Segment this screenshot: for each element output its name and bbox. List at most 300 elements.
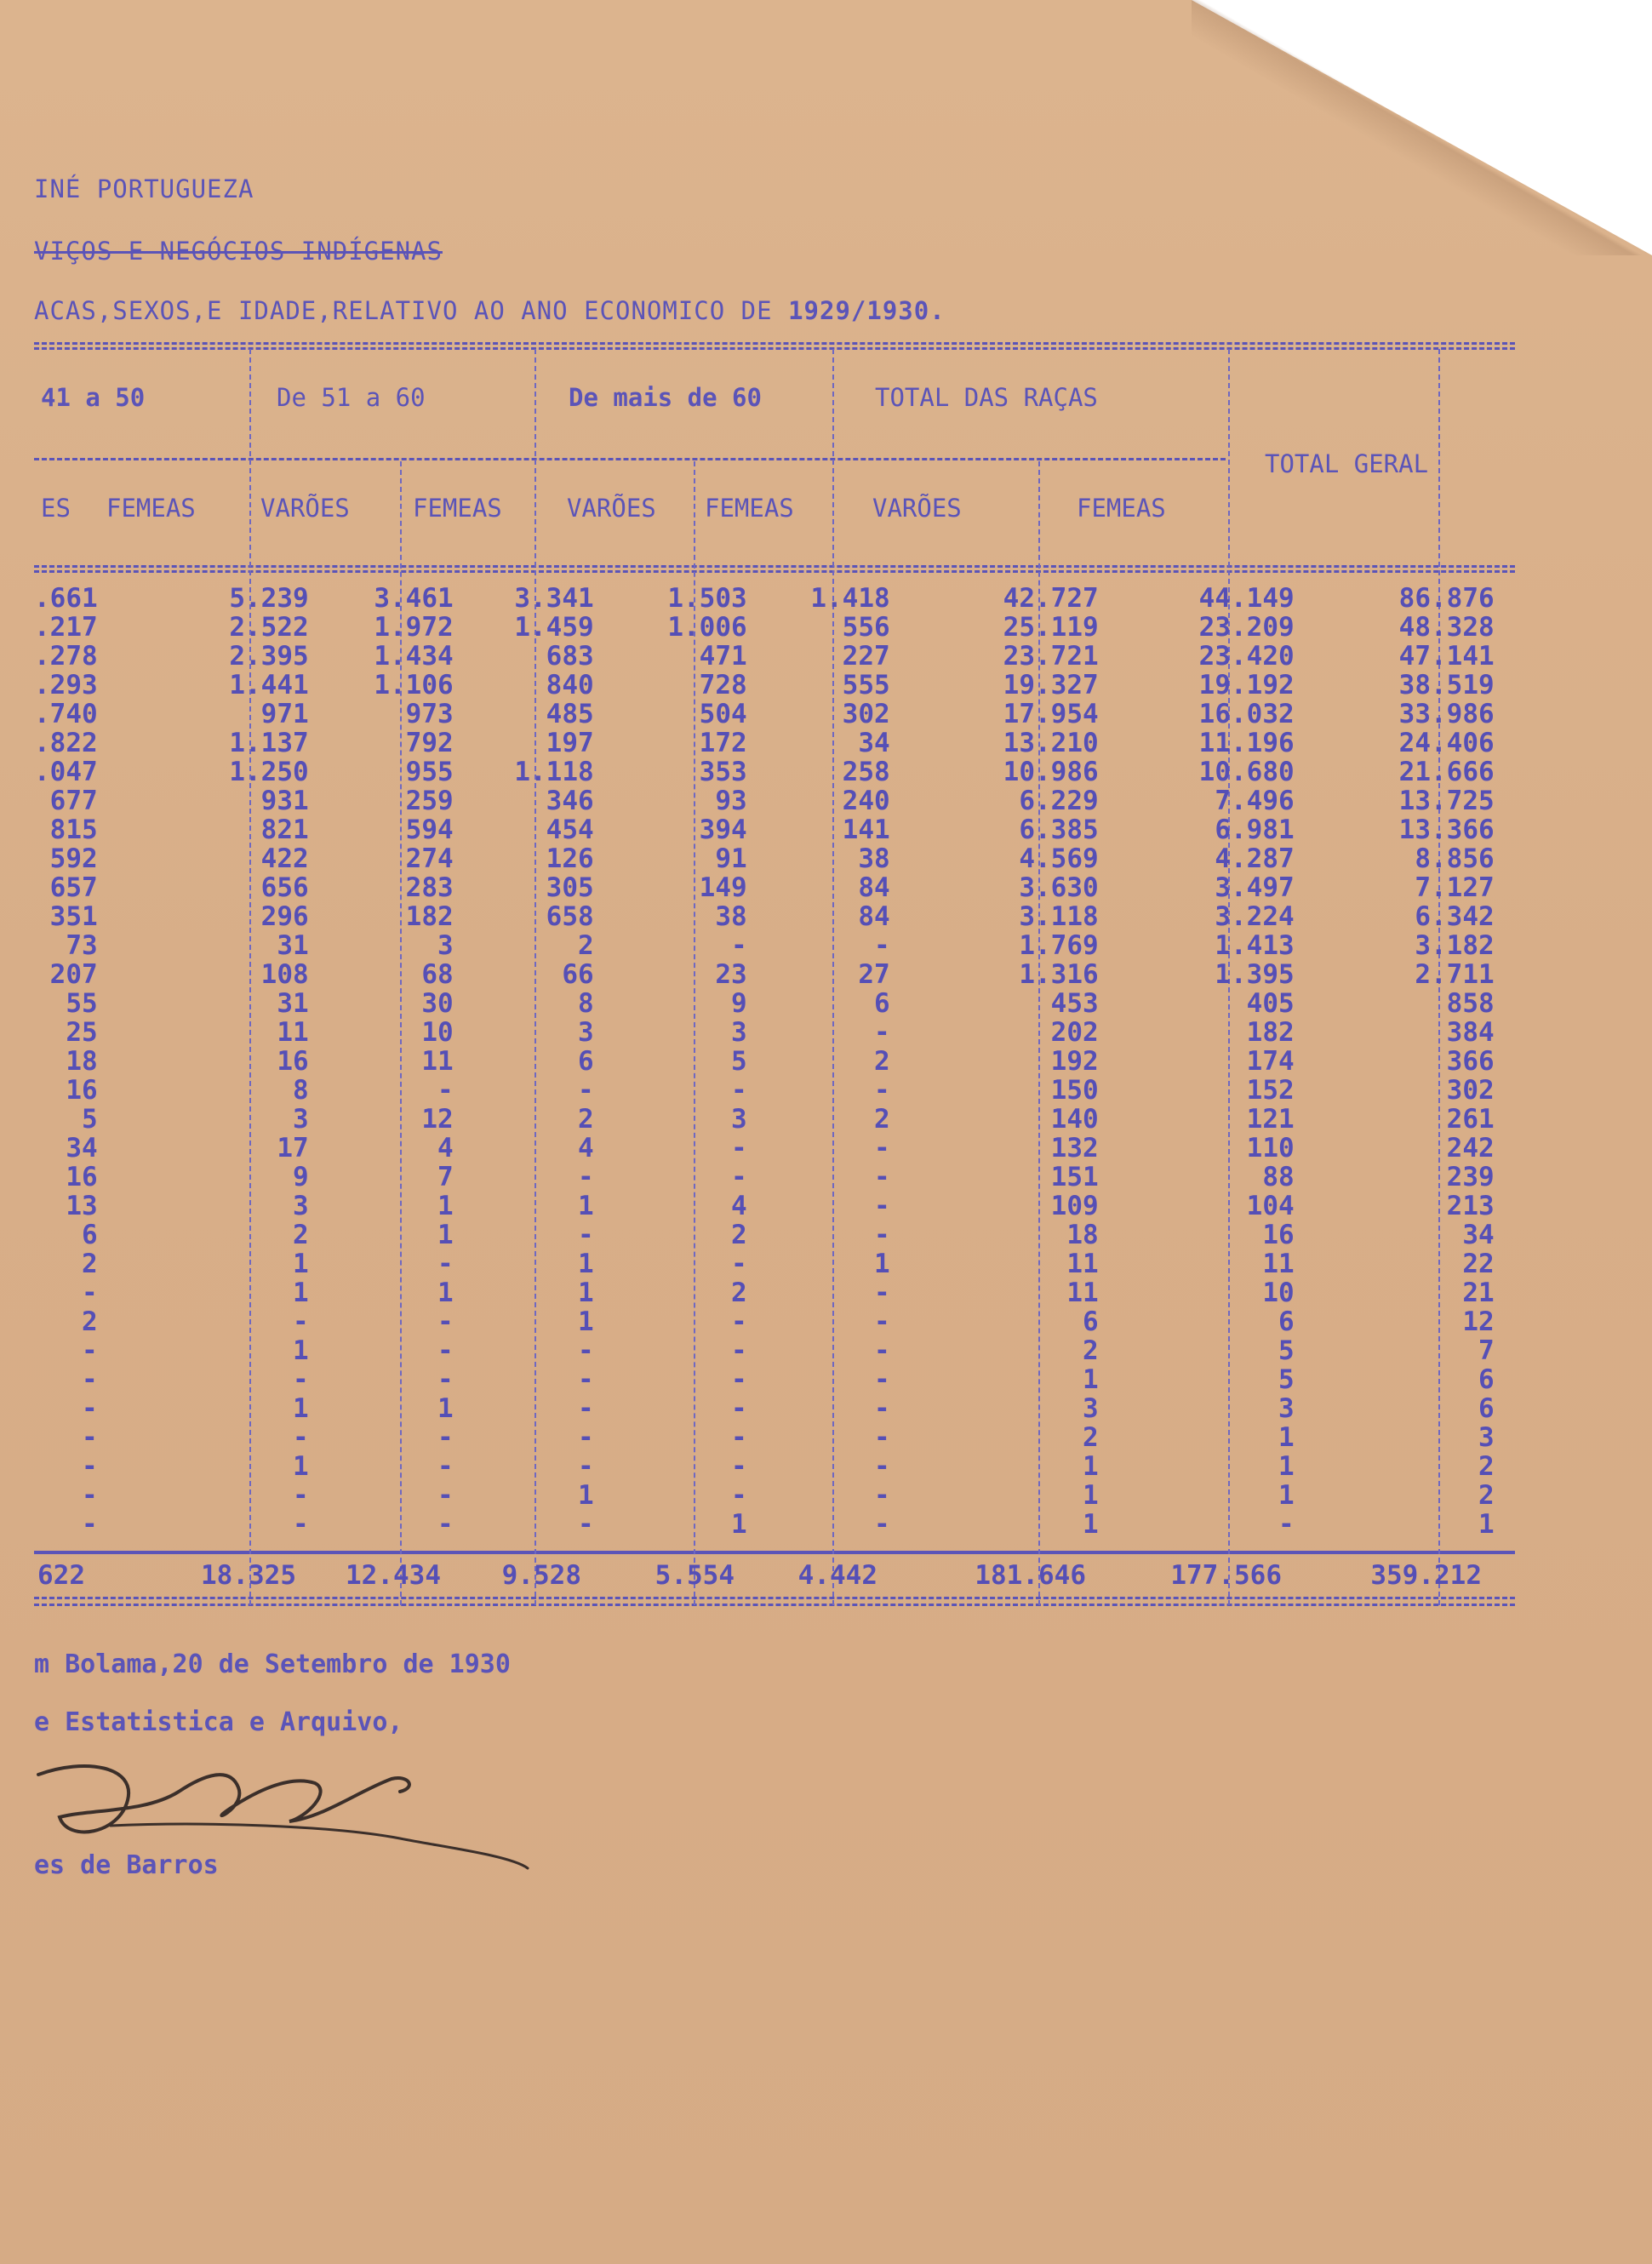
table-cell: 1.441 <box>229 670 309 700</box>
table-cell: 30 <box>421 988 454 1019</box>
table-row <box>34 1336 1495 1365</box>
table-cell: 815 <box>49 815 98 845</box>
table-cell: - <box>873 1335 890 1366</box>
total-cell: 181.646 <box>975 1560 1086 1591</box>
table-cell: 1 <box>1082 1480 1099 1511</box>
table-row <box>34 1047 1495 1076</box>
footer-signatory: es de Barros <box>34 1850 219 1880</box>
table-cell: 1 <box>577 1249 594 1279</box>
table-cell: .047 <box>34 757 98 787</box>
table-cell: 3.224 <box>1215 901 1295 932</box>
table-cell: 2 <box>292 1220 309 1250</box>
header-year: 1929/1930. <box>788 296 946 325</box>
table-cell: 86.876 <box>1398 583 1495 614</box>
table-cell: 23.209 <box>1198 612 1295 643</box>
table-cell: - <box>577 1335 594 1366</box>
table-cell: - <box>873 930 890 961</box>
table-cell: 11 <box>1262 1249 1295 1279</box>
table-row <box>34 1394 1495 1423</box>
table-cell: - <box>730 1480 747 1511</box>
table-cell: 454 <box>546 815 594 845</box>
table-cell: - <box>81 1393 98 1424</box>
subheader: VARÕES <box>567 494 656 523</box>
table-cell: 3 <box>292 1104 309 1135</box>
table-cell: 6.229 <box>1019 786 1099 816</box>
table-cell: 149 <box>699 872 747 903</box>
table-cell: 4.569 <box>1019 843 1099 874</box>
table-cell: - <box>873 1075 890 1106</box>
table-cell: 152 <box>1246 1075 1295 1106</box>
table-cell: 821 <box>260 815 309 845</box>
table-cell: 1.137 <box>229 728 309 758</box>
table-cell: 84 <box>858 901 890 932</box>
table-cell: 3.182 <box>1415 930 1495 961</box>
table-cell: - <box>81 1278 98 1308</box>
total-cell: 622 <box>37 1560 85 1591</box>
table-cell: - <box>873 1422 890 1453</box>
total-cell: 12.434 <box>346 1560 441 1591</box>
footer-office: e Estatistica e Arquivo, <box>34 1707 403 1737</box>
table-cell: - <box>577 1451 594 1482</box>
table-cell: 1.118 <box>514 757 594 787</box>
table-cell: 2 <box>1082 1335 1099 1366</box>
table-cell: - <box>292 1480 309 1511</box>
table-cell: - <box>437 1480 454 1511</box>
table-cell: 6.981 <box>1215 815 1295 845</box>
table-cell: 4 <box>577 1133 594 1163</box>
table-cell: - <box>577 1075 594 1106</box>
table-cell: .822 <box>34 728 98 758</box>
table-cell: 1 <box>1082 1451 1099 1482</box>
table-cell: 2 <box>1082 1422 1099 1453</box>
table-row <box>34 1365 1495 1394</box>
table-cell: 792 <box>405 728 454 758</box>
table-cell: - <box>873 1306 890 1337</box>
table-row <box>34 1018 1495 1047</box>
table-cell: 109 <box>1050 1191 1099 1221</box>
table-cell: 2.395 <box>229 641 309 672</box>
table-cell: 34 <box>858 728 890 758</box>
table-cell: 1.395 <box>1215 959 1295 990</box>
table-cell: 302 <box>1446 1075 1495 1106</box>
table-cell: 1 <box>292 1335 309 1366</box>
table-row <box>34 1423 1495 1452</box>
table-cell: 2 <box>1478 1480 1495 1511</box>
table-cell: 27 <box>858 959 890 990</box>
table-cell: - <box>81 1422 98 1453</box>
table-cell: 21.666 <box>1398 757 1495 787</box>
table-row <box>34 1105 1495 1134</box>
table-cell: - <box>577 1364 594 1395</box>
table-cell: 13.366 <box>1398 815 1495 845</box>
table-cell: 38.519 <box>1398 670 1495 700</box>
table-cell: 23 <box>715 959 747 990</box>
group-header-total-racas: TOTAL DAS RAÇAS <box>875 383 1098 412</box>
table-cell: .278 <box>34 641 98 672</box>
table-cell: 6 <box>1082 1306 1099 1337</box>
table-cell: - <box>577 1220 594 1250</box>
table-cell: 140 <box>1050 1104 1099 1135</box>
table-cell: 3 <box>1278 1393 1295 1424</box>
table-cell: 12 <box>421 1104 454 1135</box>
table-cell: 242 <box>1446 1133 1495 1163</box>
table-row <box>34 1134 1495 1163</box>
table-cell: 1.972 <box>374 612 454 643</box>
table-cell: 1 <box>437 1278 454 1308</box>
table-cell: 1 <box>577 1191 594 1221</box>
subheader: VARÕES <box>872 494 962 523</box>
table-cell: 16 <box>277 1046 309 1077</box>
table-cell: 47.141 <box>1398 641 1495 672</box>
table-cell: 104 <box>1246 1191 1295 1221</box>
table-cell: 11 <box>421 1046 454 1077</box>
table-cell: 840 <box>546 670 594 700</box>
table-cell: - <box>730 1451 747 1482</box>
table-cell: - <box>437 1509 454 1540</box>
table-cell: 658 <box>546 901 594 932</box>
table-cell: 656 <box>260 872 309 903</box>
table-cell: - <box>730 1335 747 1366</box>
table-cell: 108 <box>260 959 309 990</box>
table-cell: 25 <box>66 1017 98 1048</box>
table-row <box>34 1452 1495 1481</box>
table-cell: - <box>873 1220 890 1250</box>
table-cell: 48.328 <box>1398 612 1495 643</box>
torn-corner <box>1192 0 1652 255</box>
table-cell: 1 <box>292 1393 309 1424</box>
table-cell: 3 <box>437 930 454 961</box>
table-row <box>34 1510 1495 1539</box>
table-cell: 971 <box>260 699 309 729</box>
table-cell: 1 <box>577 1480 594 1511</box>
table-cell: 353 <box>699 757 747 787</box>
table-cell: 1 <box>292 1278 309 1308</box>
table-cell: 1.316 <box>1019 959 1099 990</box>
table-cell: 1 <box>873 1249 890 1279</box>
table-cell: 6 <box>577 1046 594 1077</box>
table-cell: - <box>577 1393 594 1424</box>
table-cell: - <box>437 1422 454 1453</box>
table-cell: - <box>81 1364 98 1395</box>
table-cell: - <box>873 1480 890 1511</box>
table-cell: 18 <box>66 1046 98 1077</box>
table-cell: 8 <box>292 1075 309 1106</box>
table-cell: 1 <box>437 1220 454 1250</box>
table-cell: 73 <box>66 930 98 961</box>
table-cell: 150 <box>1050 1075 1099 1106</box>
table-cell: 141 <box>842 815 890 845</box>
table-cell: .293 <box>34 670 98 700</box>
table-cell: - <box>730 930 747 961</box>
totals-row <box>34 1561 1482 1590</box>
table-cell: 1 <box>1082 1509 1099 1540</box>
subheader: FEMEAS <box>705 494 794 523</box>
table-cell: 1 <box>1278 1480 1295 1511</box>
table-cell: 2.522 <box>229 612 309 643</box>
table-cell: 11 <box>277 1017 309 1048</box>
table-cell: - <box>292 1509 309 1540</box>
table-cell: - <box>730 1133 747 1163</box>
header-line-1: INÉ PORTUGUEZA <box>34 174 254 203</box>
table-cell: 126 <box>546 843 594 874</box>
table-cell: 3.118 <box>1019 901 1099 932</box>
table-cell: 84 <box>858 872 890 903</box>
table-row <box>34 1278 1495 1307</box>
table-cell: 1.418 <box>810 583 890 614</box>
total-cell: 9.528 <box>501 1560 581 1591</box>
table-cell: 38 <box>858 843 890 874</box>
table-cell: 16 <box>1262 1220 1295 1250</box>
table-cell: 5 <box>1278 1335 1295 1366</box>
table-cell: 44.149 <box>1198 583 1295 614</box>
table-cell: 2 <box>81 1306 98 1337</box>
table-cell: 485 <box>546 699 594 729</box>
header-title: ACAS,SEXOS,E IDADE,RELATIVO AO ANO ECONOMICO DE <box>34 296 773 325</box>
total-cell: 18.325 <box>201 1560 296 1591</box>
table-cell: 2 <box>730 1278 747 1308</box>
table-cell: 24.406 <box>1398 728 1495 758</box>
table-cell: 1 <box>437 1191 454 1221</box>
table-cell: 594 <box>405 815 454 845</box>
table-cell: - <box>730 1364 747 1395</box>
table-cell: - <box>873 1393 890 1424</box>
table-cell: 66 <box>562 959 594 990</box>
table-cell: 11 <box>1066 1278 1099 1308</box>
table-cell: - <box>730 1162 747 1192</box>
table-cell: 3.497 <box>1215 872 1295 903</box>
table-cell: - <box>292 1306 309 1337</box>
table-cell: 5 <box>1278 1364 1295 1395</box>
table-row <box>34 931 1495 960</box>
table-cell: 13.210 <box>1003 728 1099 758</box>
table-cell: 1.434 <box>374 641 454 672</box>
table-row <box>34 584 1495 613</box>
table-cell: 121 <box>1246 1104 1295 1135</box>
table-row <box>34 700 1495 729</box>
table-cell: 174 <box>1246 1046 1295 1077</box>
table-cell: 4 <box>730 1191 747 1221</box>
table-cell: 3 <box>730 1104 747 1135</box>
table-cell: 7 <box>1478 1335 1495 1366</box>
table-cell: - <box>873 1509 890 1540</box>
table-cell: - <box>437 1451 454 1482</box>
table-cell: 556 <box>842 612 890 643</box>
table-cell: - <box>730 1422 747 1453</box>
table-cell: 151 <box>1050 1162 1099 1192</box>
table-cell: 683 <box>546 641 594 672</box>
table-cell: 207 <box>49 959 98 990</box>
total-cell: 5.554 <box>655 1560 735 1591</box>
table-row <box>34 989 1495 1018</box>
table-cell: 192 <box>1050 1046 1099 1077</box>
table-cell: 3 <box>292 1191 309 1221</box>
table-cell: 68 <box>421 959 454 990</box>
table-cell: 3 <box>730 1017 747 1048</box>
table-cell: 6 <box>1478 1393 1495 1424</box>
table-cell: 592 <box>49 843 98 874</box>
table-cell: 7.127 <box>1415 872 1495 903</box>
table-cell: 261 <box>1446 1104 1495 1135</box>
table-cell: 227 <box>842 641 890 672</box>
table-cell: 453 <box>1050 988 1099 1019</box>
table-cell: - <box>81 1335 98 1366</box>
table-cell: 351 <box>49 901 98 932</box>
table-row <box>34 613 1495 642</box>
table-cell: 93 <box>715 786 747 816</box>
table-cell: 6.385 <box>1019 815 1099 845</box>
rule-header-bottom <box>34 565 1515 568</box>
table-row <box>34 844 1495 873</box>
table-cell: 7.496 <box>1215 786 1295 816</box>
table-cell: 1 <box>1278 1451 1295 1482</box>
table-row <box>34 1249 1495 1278</box>
table-cell: - <box>730 1393 747 1424</box>
table-cell: 1 <box>292 1249 309 1279</box>
table-cell: 4.287 <box>1215 843 1295 874</box>
table-cell: 17.954 <box>1003 699 1099 729</box>
table-cell: 21 <box>1462 1278 1495 1308</box>
table-cell: 1.106 <box>374 670 454 700</box>
total-cell: 4.442 <box>797 1560 877 1591</box>
table-cell: 2 <box>577 1104 594 1135</box>
table-cell: 2 <box>577 930 594 961</box>
table-cell: 1.503 <box>667 583 747 614</box>
table-cell: 5 <box>730 1046 747 1077</box>
table-cell: 305 <box>546 872 594 903</box>
table-cell: 3.630 <box>1019 872 1099 903</box>
table-cell: 4 <box>437 1133 454 1163</box>
table-cell: - <box>292 1422 309 1453</box>
table-cell: 11.196 <box>1198 728 1295 758</box>
table-cell: 182 <box>1246 1017 1295 1048</box>
table-cell: 5.239 <box>229 583 309 614</box>
table-cell: 55 <box>66 988 98 1019</box>
table-cell: - <box>577 1422 594 1453</box>
table-cell: - <box>730 1075 747 1106</box>
data-table <box>34 584 1495 1614</box>
table-cell: 6 <box>81 1220 98 1250</box>
table-cell: - <box>437 1249 454 1279</box>
subheader: FEMEAS <box>413 494 502 523</box>
header-line-3 <box>34 296 946 325</box>
table-cell: 110 <box>1246 1133 1295 1163</box>
table-cell: 88 <box>1262 1162 1295 1192</box>
table-cell: - <box>873 1364 890 1395</box>
table-cell: - <box>873 1191 890 1221</box>
table-cell: 23.420 <box>1198 641 1295 672</box>
table-cell: 33.986 <box>1398 699 1495 729</box>
table-cell: 31 <box>277 930 309 961</box>
table-cell: 132 <box>1050 1133 1099 1163</box>
table-cell: 2 <box>873 1046 890 1077</box>
table-cell: 16 <box>66 1075 98 1106</box>
group-header-total-geral: TOTAL GERAL <box>1265 449 1429 478</box>
table-row <box>34 1192 1495 1221</box>
table-cell: 931 <box>260 786 309 816</box>
table-cell: 555 <box>842 670 890 700</box>
header-line-2: VIÇOS E NEGÓCIOS INDÍGENAS <box>34 237 443 266</box>
table-cell: 239 <box>1446 1162 1495 1192</box>
table-cell: 1 <box>292 1451 309 1482</box>
table-cell: 240 <box>842 786 890 816</box>
table-cell: 384 <box>1446 1017 1495 1048</box>
table-cell: - <box>81 1509 98 1540</box>
table-row <box>34 873 1495 902</box>
table-row <box>34 902 1495 931</box>
table-cell: 302 <box>842 699 890 729</box>
total-cell: 359.212 <box>1370 1560 1482 1591</box>
table-cell: 1 <box>1478 1509 1495 1540</box>
table-cell: 213 <box>1446 1191 1495 1221</box>
table-cell: - <box>577 1162 594 1192</box>
table-cell: 422 <box>260 843 309 874</box>
table-cell: 12 <box>1462 1306 1495 1337</box>
table-cell: 172 <box>699 728 747 758</box>
table-cell: - <box>81 1480 98 1511</box>
table-cell: - <box>730 1306 747 1337</box>
subheader: FEMEAS <box>1077 494 1166 523</box>
table-cell: 2 <box>873 1104 890 1135</box>
rule-header-bottom-2 <box>34 570 1515 573</box>
table-cell: 394 <box>699 815 747 845</box>
table-cell: 1.769 <box>1019 930 1099 961</box>
table-cell: 34 <box>1462 1220 1495 1250</box>
table-row <box>34 671 1495 700</box>
table-cell: 2.711 <box>1415 959 1495 990</box>
table-cell: 31 <box>277 988 309 1019</box>
subheader: FEMEAS <box>106 494 196 523</box>
table-cell: - <box>1278 1509 1295 1540</box>
table-cell: 22 <box>1462 1249 1495 1279</box>
table-cell: 1.006 <box>667 612 747 643</box>
table-cell: 6 <box>873 988 890 1019</box>
rule-top-2 <box>34 347 1515 350</box>
table-cell: .217 <box>34 612 98 643</box>
footer-place-date: m Bolama,20 de Setembro de 1930 <box>34 1649 511 1679</box>
table-cell: 1.459 <box>514 612 594 643</box>
table-cell: - <box>437 1306 454 1337</box>
table-cell: 2 <box>81 1249 98 1279</box>
table-cell: 1 <box>730 1509 747 1540</box>
table-cell: - <box>873 1278 890 1308</box>
table-cell: - <box>437 1364 454 1395</box>
table-row <box>34 815 1495 844</box>
table-cell: 13 <box>66 1191 98 1221</box>
table-cell: 973 <box>405 699 454 729</box>
table-row <box>34 1163 1495 1192</box>
table-cell: 1 <box>577 1306 594 1337</box>
table-cell: 202 <box>1050 1017 1099 1048</box>
table-row <box>34 786 1495 815</box>
subheader: VARÕES <box>260 494 350 523</box>
totals-table <box>34 1561 1482 1590</box>
table-cell: - <box>873 1133 890 1163</box>
table-cell: 16.032 <box>1198 699 1295 729</box>
table-cell: 2 <box>730 1220 747 1250</box>
table-row <box>34 1221 1495 1249</box>
table-cell: 10 <box>1262 1278 1295 1308</box>
table-cell: 23.721 <box>1003 641 1099 672</box>
table-cell: 283 <box>405 872 454 903</box>
table-cell: 182 <box>405 901 454 932</box>
table-cell: 10 <box>421 1017 454 1048</box>
table-cell: 5 <box>81 1104 98 1135</box>
table-cell: 3.341 <box>514 583 594 614</box>
table-cell: 274 <box>405 843 454 874</box>
table-cell: - <box>437 1335 454 1366</box>
rule-mid <box>34 458 1226 460</box>
table-cell: 17 <box>277 1133 309 1163</box>
